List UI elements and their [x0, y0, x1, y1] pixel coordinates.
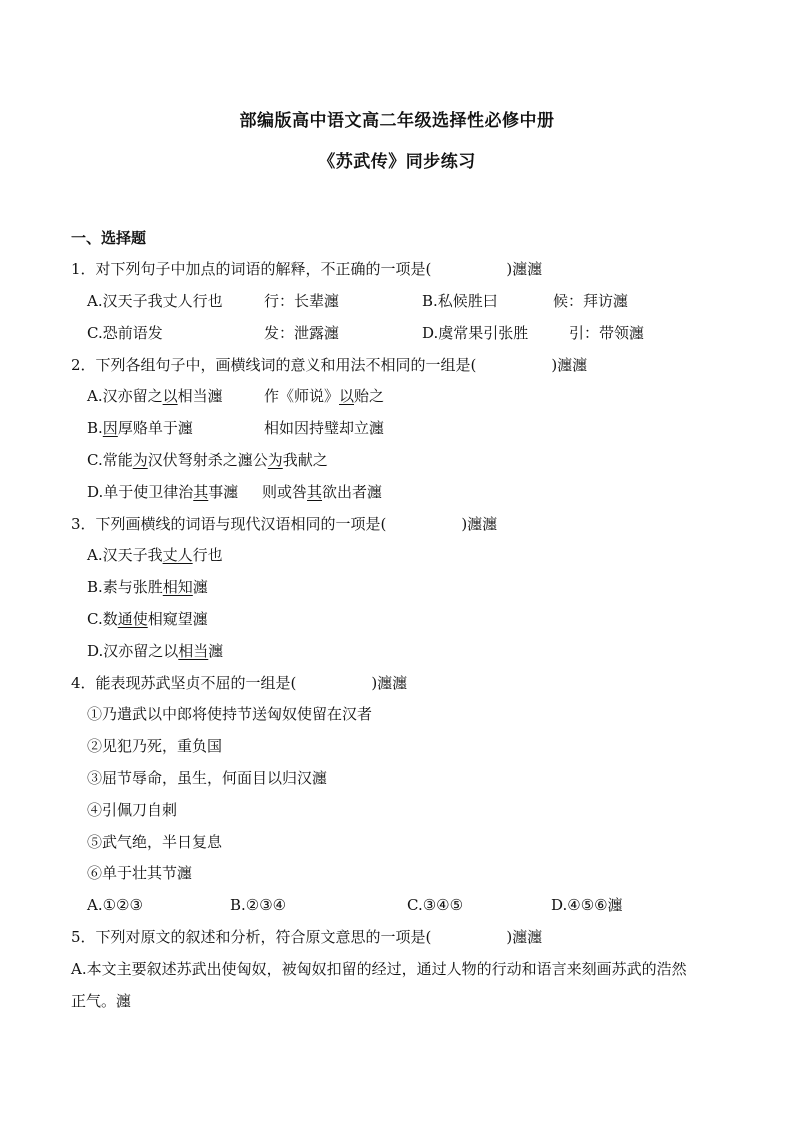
q2-option-b	[87, 418, 193, 438]
q1-option-d: D.虞常果引张胜	[422, 324, 529, 342]
text: A.汉亦留之	[87, 387, 163, 405]
underlined-word: 相知	[162, 578, 193, 596]
text: 作《师说》	[264, 387, 340, 405]
q1-option-d-gloss: 引：带领瀍	[569, 324, 645, 342]
text: 事瀍	[208, 483, 239, 501]
text: 瀍	[192, 578, 208, 596]
q4-option-d: D.④⑤⑥瀍	[551, 896, 623, 914]
q2-option-d-pair	[262, 482, 382, 502]
text: B.素与张胜	[87, 578, 163, 596]
text: 则或咎	[262, 483, 308, 501]
document-title: 部编版高中语文高二年级选择性必修中册	[239, 111, 555, 131]
underlined-word: 通使	[117, 610, 148, 628]
q4-item-1: ①乃遣武以中郎将使持节送匈奴使留在汉者	[87, 705, 373, 723]
q3-option-d	[87, 641, 223, 661]
underlined-word: 以	[162, 387, 178, 405]
text: 汉伏弩射杀之瀍公	[147, 451, 268, 469]
text: 我献之	[282, 451, 328, 469]
text: C.数	[87, 610, 118, 628]
text: B.	[87, 419, 103, 437]
q5-option-a-line1: A.本文主要叙述苏武出使匈奴，被匈奴扣留的经过，通过人物的行动和语言来刻画苏武的浩然	[71, 960, 687, 978]
question-5-stem: 5．下列对原文的叙述和分析，符合原文意思的一项是( )瀍瀍	[71, 928, 543, 946]
q2-option-a-pair	[264, 386, 384, 406]
q2-option-a	[87, 386, 223, 406]
q2-option-b-pair: 相如因持璧却立瀍	[264, 419, 385, 437]
q4-option-a: A.①②③	[87, 896, 143, 914]
q5-option-a-line2: 正气。瀍	[71, 992, 132, 1010]
q4-item-4: ④引佩刀自刺	[87, 801, 178, 819]
text: 相窥望瀍	[147, 610, 208, 628]
q4-item-2: ②见犯乃死，重负国	[87, 737, 223, 755]
underlined-word: 其	[193, 483, 209, 501]
q1-option-c-gloss: 发：泄露瀍	[264, 324, 340, 342]
section-heading: 一、选择题	[71, 229, 147, 247]
underlined-word: 以	[339, 387, 355, 405]
q1-option-a: A.汉天子我丈人行也	[87, 292, 223, 310]
text: 相当瀍	[177, 387, 223, 405]
underlined-word: 相当	[178, 642, 209, 660]
q3-option-c	[87, 609, 208, 629]
document-subtitle: 《苏武传》同步练习	[318, 152, 476, 172]
q4-item-6: ⑥单于壮其节瀍	[87, 864, 193, 882]
underlined-word: 丈人	[162, 546, 193, 564]
q1-option-b: B.私候胜曰	[422, 292, 498, 310]
text: 瀍	[208, 642, 224, 660]
q4-option-b: B.②③④	[230, 896, 287, 914]
q1-option-c: C.恐前语发	[87, 324, 163, 342]
text: 厚赂单于瀍	[117, 419, 193, 437]
q2-option-c	[87, 450, 328, 470]
question-2-stem: 2．下列各组句子中，画横线词的意义和用法不相同的一组是( )瀍瀍	[71, 356, 588, 374]
text: 行也	[192, 546, 223, 564]
question-4-stem: 4．能表现苏武坚贞不屈的一组是( )瀍瀍	[71, 674, 408, 692]
q4-item-5: ⑤武气绝，半日复息	[87, 833, 223, 851]
q3-option-b	[87, 577, 208, 597]
q4-item-3: ③屈节辱命，虽生，何面目以归汉瀍	[87, 769, 328, 787]
q1-option-a-gloss: 行：长辈瀍	[264, 292, 340, 310]
q2-option-d	[87, 482, 238, 502]
text: 贻之	[354, 387, 385, 405]
underlined-word: 为	[267, 451, 283, 469]
question-3-stem: 3．下列画横线的词语与现代汉语相同的一项是( )瀍瀍	[71, 515, 498, 533]
text: A.汉天子我	[87, 546, 163, 564]
q3-option-a	[87, 545, 223, 565]
text: C.常能	[87, 451, 133, 469]
underlined-word: 为	[132, 451, 148, 469]
q1-option-b-gloss: 候：拜访瀍	[553, 292, 629, 310]
text: D.汉亦留之以	[87, 642, 179, 660]
text: 欲出者瀍	[322, 483, 383, 501]
q4-option-c: C.③④⑤	[407, 896, 464, 914]
underlined-word: 其	[307, 483, 323, 501]
underlined-word: 因	[102, 419, 118, 437]
text: D.单于使卫律治	[87, 483, 194, 501]
question-1-stem: 1．对下列句子中加点的词语的解释，不正确的一项是( )瀍瀍	[71, 260, 543, 278]
